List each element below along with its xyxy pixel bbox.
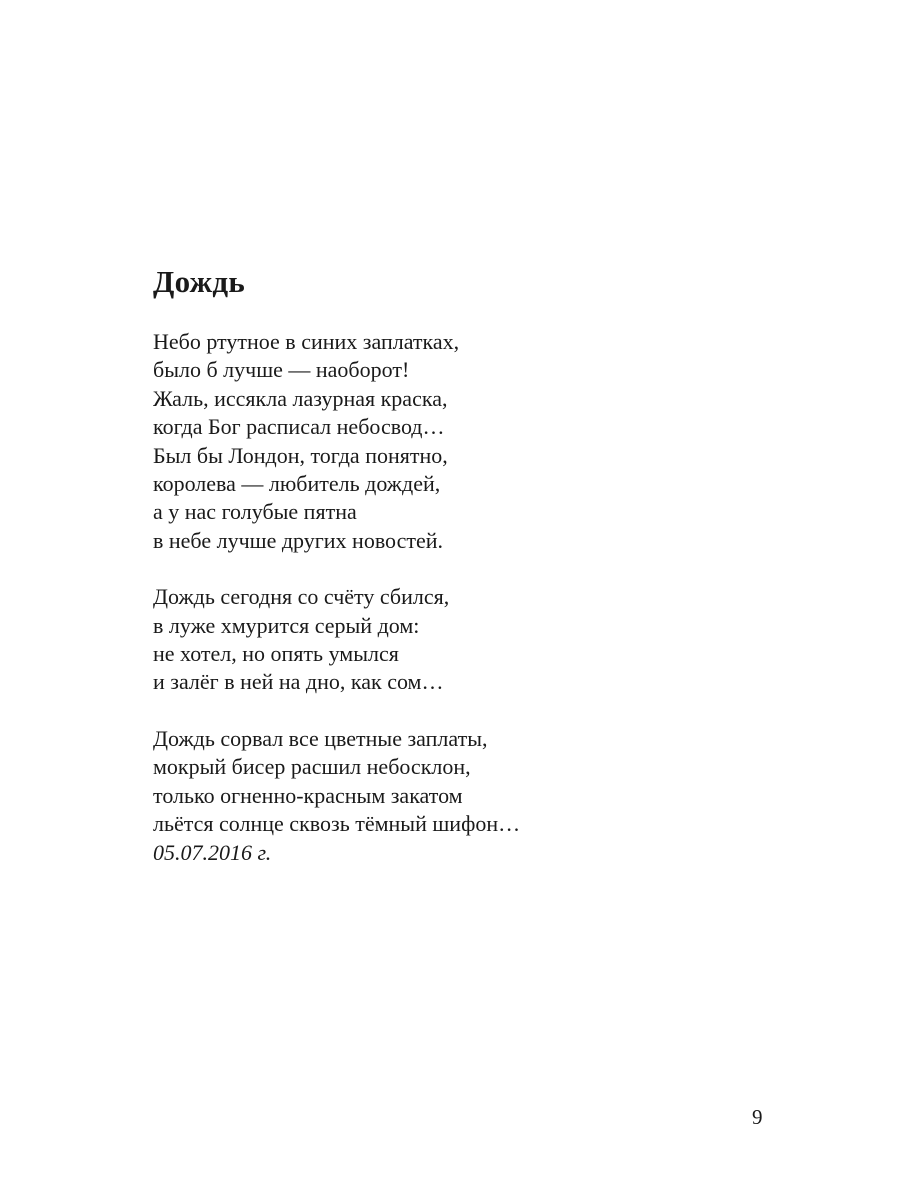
poem-line: было б лучше — наоборот! (153, 357, 410, 383)
stanza-3 (153, 725, 753, 867)
poem-date: 05.07.2016 г. (153, 839, 272, 865)
poem-line: Дождь сегодня со счёту сбился, (153, 584, 450, 610)
poem-title: Дождь (153, 264, 246, 299)
page-number: 9 (752, 1105, 763, 1129)
poem-line: Жаль, иссякла лазурная краска, (153, 385, 448, 411)
poem-line: только огненно-красным закатом (153, 782, 463, 808)
poem-line: не хотел, но опять умылся (153, 641, 399, 667)
poem-body (153, 328, 753, 895)
poem-line: мокрый бисер расшил небосклон, (153, 754, 471, 780)
poem-line: Дождь сорвал все цветные заплаты, (153, 725, 488, 751)
poem-line: Был бы Лондон, тогда понятно, (153, 442, 448, 468)
poem-line: Небо ртутное в синих заплатках, (153, 329, 460, 354)
poem-line: и залёг в ней на дно, как сом… (153, 669, 444, 695)
poem-line: в луже хмурится серый дом: (153, 612, 420, 638)
poem-line: в небе лучше других новостей. (153, 527, 444, 553)
stanza-2 (153, 583, 753, 697)
poem-line: а у нас голубые пятна (153, 499, 357, 525)
poem-line: когда Бог расписал небосвод… (153, 414, 445, 440)
stanza-1 (153, 328, 753, 555)
poem-line: королева — любитель дождей, (153, 471, 441, 497)
poem-line: льётся солнце сквозь тёмный шифон… (153, 811, 521, 837)
